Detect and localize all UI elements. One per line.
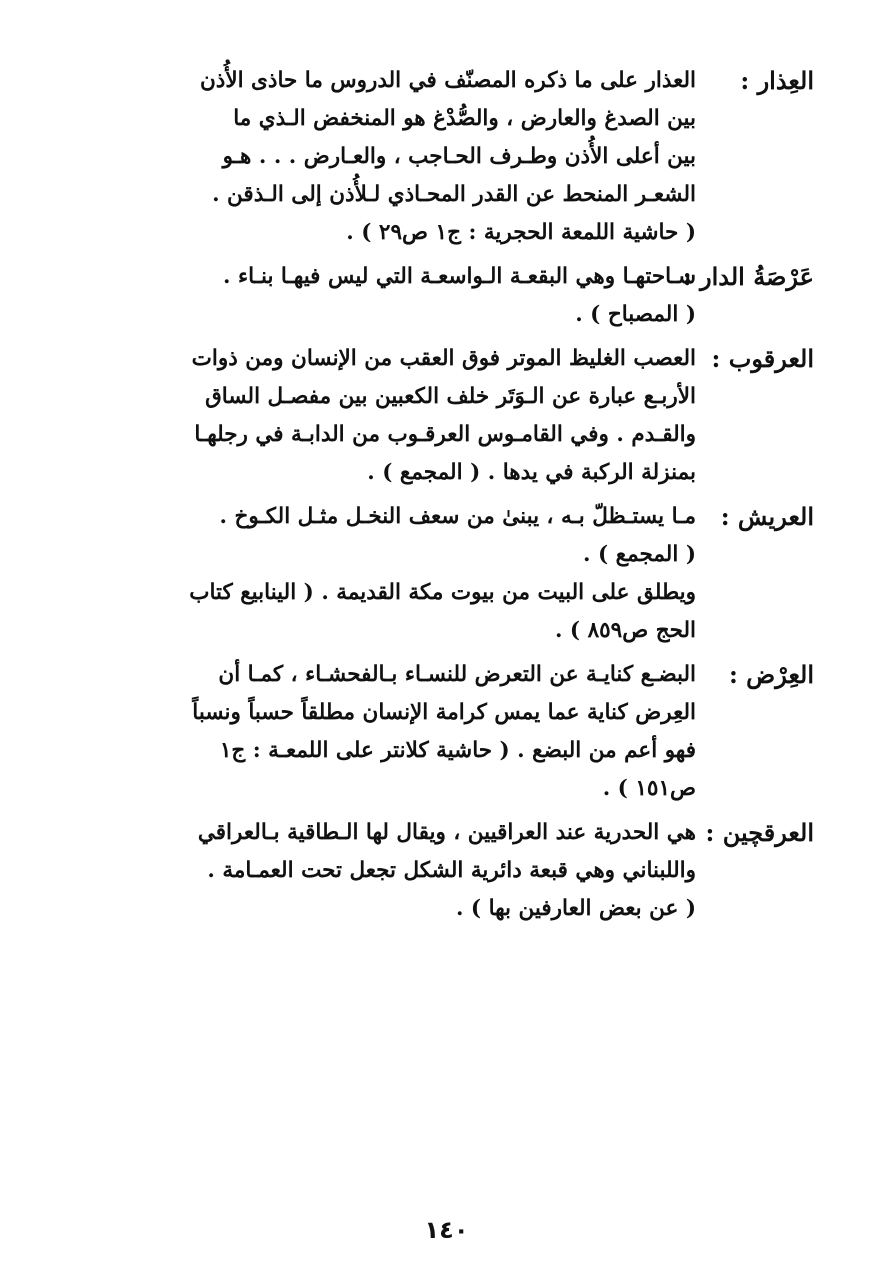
entry-term: عَرْصَةُ الدار : (682, 262, 814, 291)
entry-term: العِرْض : (728, 660, 814, 689)
page-number: ١٤٠ (424, 1216, 469, 1244)
definition-line: ص١٥١ ) . (602, 776, 696, 801)
definition-line: ( المصباح ) . (575, 302, 696, 327)
entry-arsat-al-dar (84, 258, 814, 334)
definition-line: فهو أعم من البضع . ( حاشية كلانتر على اللمعـة : ج١ (219, 738, 696, 763)
entry-term: العرقوب : (711, 344, 814, 373)
definition-line: الأربـع عبارة عن الـوَتَر خلف الكعبين بين مفصـل الساق (205, 384, 696, 409)
entry-ird (84, 656, 814, 808)
definition-line: ( المجمع ) . (583, 542, 696, 567)
definition-line: بين أعلى الأُذن وطـرف الحـاجب ، والعـارض . . . هـو (222, 144, 696, 169)
definition-line: العِرض كناية عما يمس كرامة الإنسان مطلقاً حسباً ونسباً (192, 700, 696, 725)
definition-line: بين الصدغ والعارض ، والصُّدْغ هو المنخفض الـذي ما (233, 106, 696, 131)
definition-line: والقـدم . وفي القامـوس العرقـوب من الدابـة في رجلهـا (194, 422, 696, 447)
entry-idhar (84, 62, 814, 252)
entry-definition (84, 656, 696, 808)
entry-definition (84, 340, 696, 492)
entry-definition (84, 498, 696, 650)
entry-definition (84, 62, 696, 252)
definition-line: ويطلق على البيت من بيوت مكة القديمة . ( الينابيع كتاب (189, 580, 696, 605)
entry-arish (84, 498, 814, 650)
definition-line: بمنزلة الركبة في يدها . ( المجمع ) . (367, 460, 696, 485)
entry-urqub (84, 340, 814, 492)
entry-definition (84, 814, 696, 928)
entry-term: العريش : (720, 502, 814, 531)
definition-line: العذار على ما ذكره المصنّف في الدروس ما حاذى الأُذن (199, 68, 696, 93)
definition-line: واللبناني وهي قبعة دائرية الشكل تجعل تحت العمـامة . (207, 858, 696, 883)
entry-term: العرقچين : (705, 818, 814, 847)
glossary-entries (84, 62, 814, 934)
definition-line: البضـع كنايـة عن التعرض للنسـاء بـالفحشـاء ، كمـا أن (218, 662, 696, 687)
entry-definition (84, 258, 696, 334)
entry-araqchin (84, 814, 814, 928)
entry-term: العِذار : (740, 66, 814, 95)
definition-line: الحج ص٨٥٩ ) . (554, 618, 696, 643)
definition-line: سـاحتهـا وهي البقعـة الـواسعـة التي ليس فيهـا بنـاء . (223, 264, 696, 289)
definition-line: هي الحدرية عند العراقيين ، ويقال لها الـطاقية بـالعراقي (197, 820, 696, 845)
definition-line: ( عن بعض العارفين بها ) . (455, 896, 696, 921)
definition-line: الشعـر المنحط عن القدر المحـاذي لـلأُذن إلى الـذقن . (212, 182, 696, 207)
definition-line: العصب الغليظ الموتر فوق العقب من الإنسان ومن ذوات (191, 346, 696, 371)
definition-line: ( حاشية اللمعة الحجرية : ج١ ص٢٩ ) . (346, 220, 696, 245)
definition-line: مـا يستـظلّ بـه ، يبنىٰ من سعف النخـل مثـل الكـوخ . (219, 504, 696, 529)
